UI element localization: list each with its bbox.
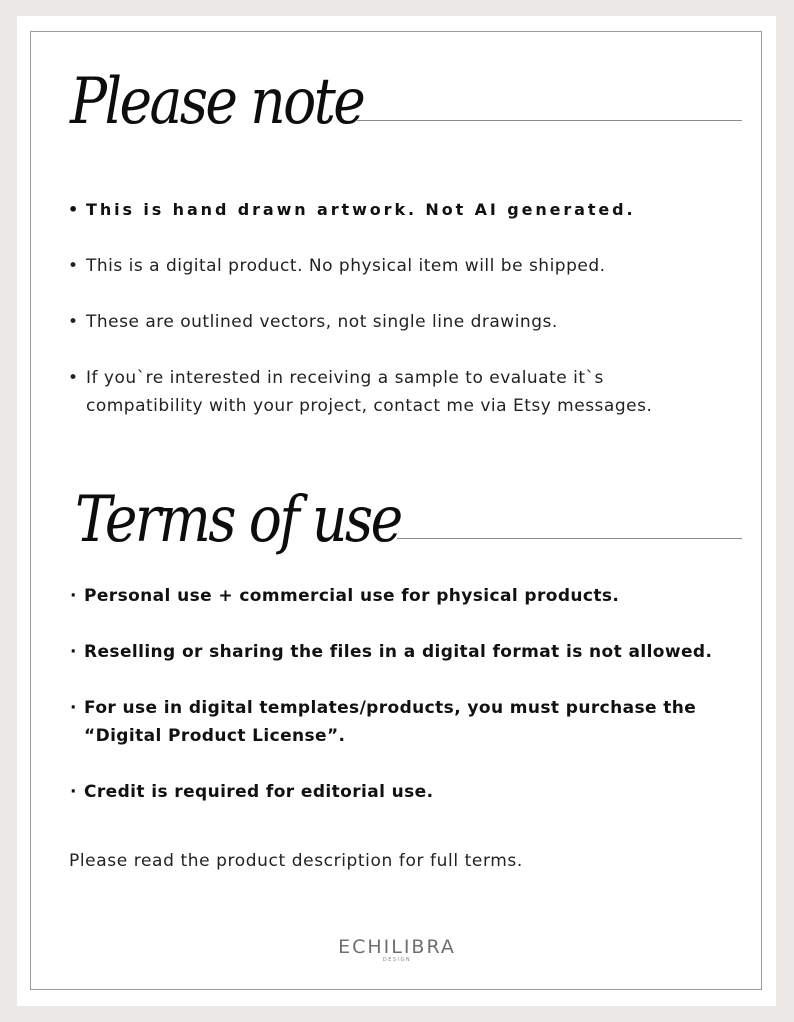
bullet-icon: · — [70, 586, 77, 606]
note-text-continued: compatibility with your project, contact me via Etsy messages. — [86, 396, 653, 416]
term-item — [70, 638, 712, 666]
note-item — [68, 252, 606, 280]
please-note-heading: Please note — [70, 65, 364, 139]
term-item — [70, 694, 696, 750]
brand-logo — [0, 936, 794, 963]
note-text: This is hand drawn artwork. Not AI generated. — [86, 200, 636, 219]
term-text: For use in digital templates/products, you must purchase the — [84, 698, 697, 718]
footer-note: Please read the product description for full terms. — [69, 851, 523, 871]
bullet-icon: · — [70, 698, 77, 718]
note-item — [68, 196, 636, 224]
term-item — [70, 778, 433, 806]
term-text: Reselling or sharing the files in a digital format is not allowed. — [84, 642, 713, 662]
note-text: If you`re interested in receiving a sample to evaluate it`s — [86, 368, 604, 388]
bullet-icon: • — [68, 312, 79, 332]
bullet-icon: • — [68, 368, 79, 388]
bullet-icon: • — [68, 200, 82, 219]
bullet-icon: • — [68, 256, 79, 276]
terms-of-use-heading: Terms of use — [75, 483, 401, 557]
term-item — [70, 582, 619, 610]
heading-rule — [397, 538, 742, 539]
note-item — [68, 364, 652, 420]
heading-rule — [357, 120, 742, 121]
term-text: Credit is required for editorial use. — [84, 782, 434, 802]
term-text-continued: “Digital Product License”. — [84, 726, 346, 746]
brand-name: ECHILIBRA — [338, 936, 456, 958]
term-text: Personal use + commercial use for physical products. — [84, 586, 620, 606]
bullet-icon: · — [70, 642, 77, 662]
brand-subtitle: DESIGN — [382, 957, 412, 963]
note-text: This is a digital product. No physical item will be shipped. — [86, 256, 606, 276]
bullet-icon: · — [70, 782, 77, 802]
note-item — [68, 308, 558, 336]
note-text: These are outlined vectors, not single line drawings. — [86, 312, 558, 332]
